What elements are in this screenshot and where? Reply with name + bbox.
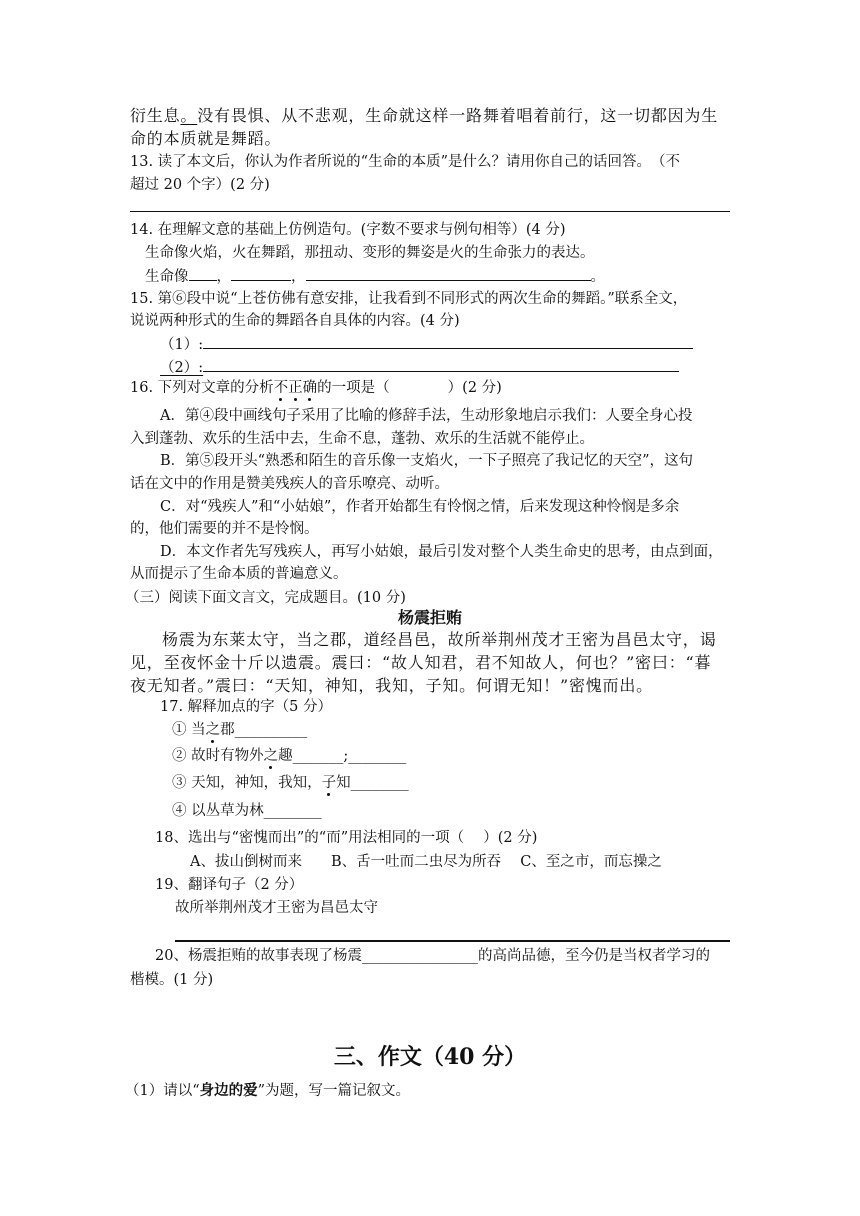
question-17-item-1 [172, 720, 307, 740]
question-18-options: A、拔山倒树而来 B、舌一吐而二虫尽为所吞 C、至之市，而忘操之 [190, 854, 662, 870]
blank [203, 334, 693, 349]
question-15-line-1: 15. 第⑥段中说“上苍仿佛有意安排，让我看到不同形式的两次生命的舞蹈。”联系全文， [130, 291, 688, 307]
composition-prompt [125, 1081, 410, 1101]
classical-text-line-2: 见，至夜怀金十斤以遗震。震曰：“故人知君，君不知故人，何也？”密曰：“暮 [130, 653, 712, 672]
frame-comma: ， [291, 269, 306, 285]
blank [189, 266, 217, 281]
item-text: 知 [336, 775, 351, 791]
dotted-char: 不 [273, 380, 289, 396]
question-19-sentence: 故所举荆州茂才王密为昌邑太守 [175, 900, 378, 916]
blank [231, 266, 291, 281]
option-c-line-2: 的，他们需要的并不是怜悯。 [130, 521, 319, 537]
item-text: 当 [191, 722, 206, 738]
question-15-blank-1 [160, 334, 693, 355]
prompt-text: （1）请以“ [125, 1083, 200, 1099]
composition-heading: 三、作文（40 分） [333, 1044, 527, 1070]
frame-start: 生命像 [145, 269, 189, 285]
dotted-char: 之 [205, 722, 221, 738]
item-number: ③ [172, 775, 187, 791]
dotted-char: 之 [263, 748, 279, 764]
item-text: 天知，神知，我知， [191, 775, 322, 791]
option-c-line-1: C．对“残疾人”和“小姑娘”，作者开始都生有怜悯之情，后来发现这种怜悯是多余 [160, 499, 680, 515]
answer-line-13 [130, 211, 730, 212]
option-d-line-1: D．本文作者先写残疾人，再写小姑娘，最后引发对整个人类生命史的思考，由点到面， [160, 544, 723, 560]
stem-text: 16. 下列对文章的分析 [130, 380, 274, 396]
item-number: ② [172, 748, 187, 764]
question-17-item-3 [172, 773, 409, 793]
blank: ________ [350, 775, 409, 791]
option-b-line-2: 话在文中的作用是赞美残疾人的音乐嘹亮、动听。 [130, 476, 449, 492]
passage-text: 衍生息 [130, 106, 181, 125]
classical-text-line-1: 杨震为东莱太守，当之郡，道经昌邑，故所举荆州茂才王密为昌邑太守，谒 [162, 630, 717, 649]
blank-label: （2）: [160, 360, 204, 376]
passage-line-1 [130, 106, 718, 126]
classical-text-line-3: 夜无知者。”震曰：“天知，神知，我知，子知。何谓无知！”密愧而出。 [130, 676, 653, 695]
question-14-frame [145, 266, 605, 287]
passage-line-2: 命的本质就是舞蹈。 [130, 129, 282, 148]
question-20-line-1 [155, 946, 710, 966]
prompt-text: ”为题，写一篇记叙文。 [257, 1083, 411, 1099]
blank: __________ [234, 722, 308, 738]
item-number: ④ [172, 803, 187, 819]
section-3-heading: （三）阅读下面文言文，完成题目。(10 分) [125, 590, 406, 606]
option-b-line-1: B．第⑤段开头“熟悉和陌生的音乐像一支焰火，一下子照亮了我记忆的天空”，这句 [160, 453, 693, 469]
blank-label: （1）: [160, 337, 204, 353]
classical-text-title: 杨震拒贿 [397, 608, 462, 627]
option-d-line-2: 从而提示了生命本质的普遍意义。 [130, 566, 348, 582]
frame-comma: ， [216, 269, 231, 285]
underlined-period: 。 [180, 106, 198, 125]
question-13-line-1: 13. 读了本文后，你认为作者所说的“生命的本质”是什么？请用你自己的话回答。 （不 [130, 154, 680, 170]
dotted-char: 正 [288, 380, 303, 396]
dotted-char: 子 [321, 775, 337, 791]
dotted-char: 确 [302, 380, 318, 396]
blank: _______;________ [292, 748, 407, 764]
blank: ________ [263, 803, 322, 819]
question-13-line-2: 超过 20 个字）(2 分) [130, 177, 270, 193]
stem-text: 的一项是（ ）(2 分) [317, 380, 502, 396]
question-14-example: 生命像火焰，火在舞蹈，那扭动、变形的舞姿是火的生命张力的表达。 [145, 245, 595, 261]
option-a-line-1: A．第④段中画线句子采用了比喻的修辞手法，生动形象地启示我们：人要全身心投 [160, 408, 693, 424]
item-text: 趣 [278, 748, 293, 764]
blank [203, 357, 679, 372]
item-text: 以丛草为林 [191, 803, 264, 819]
stem-text: 20、杨震拒贿的故事表现了杨震 [155, 948, 362, 964]
question-16-stem [130, 378, 502, 398]
passage-text: 没有畏惧、从不悲观，生命就这样一路舞着唱着前行，这一切都因为生 [197, 106, 719, 125]
question-15-blank-2 [160, 357, 679, 378]
item-number: ① [172, 722, 187, 738]
prompt-title: 身边的爱 [199, 1082, 258, 1099]
item-text: 故时有物外 [191, 748, 264, 764]
question-17-item-4 [172, 801, 322, 821]
question-17-item-2 [172, 746, 406, 766]
question-20-line-2: 楷模。(1 分) [130, 972, 214, 988]
question-18-stem: 18、选出与“密愧而出”的“而”用法相同的一项（ ）(2 分) [155, 830, 538, 846]
answer-line-19 [175, 940, 730, 942]
blank: ________________ [361, 948, 478, 964]
blank [306, 266, 591, 281]
question-19-stem: 19、翻译句子（2 分） [155, 877, 304, 893]
question-14-stem: 14. 在理解文意的基础上仿例造句。(字数不要求与例句相等）(4 分) [130, 222, 566, 238]
option-a-line-2: 入到蓬勃、欢乐的生活中去，生命不息，蓬勃、欢乐的生活就不能停止。 [130, 431, 594, 447]
question-17-stem: 17. 解释加点的字（5 分） [160, 699, 333, 715]
question-15-line-2: 说说两种形式的生命的舞蹈各自具体的内容。(4 分) [130, 313, 460, 329]
stem-text: 的高尚品德，至今仍是当权者学习的 [477, 948, 710, 964]
frame-period: 。 [590, 269, 605, 285]
item-text: 郡 [220, 722, 235, 738]
